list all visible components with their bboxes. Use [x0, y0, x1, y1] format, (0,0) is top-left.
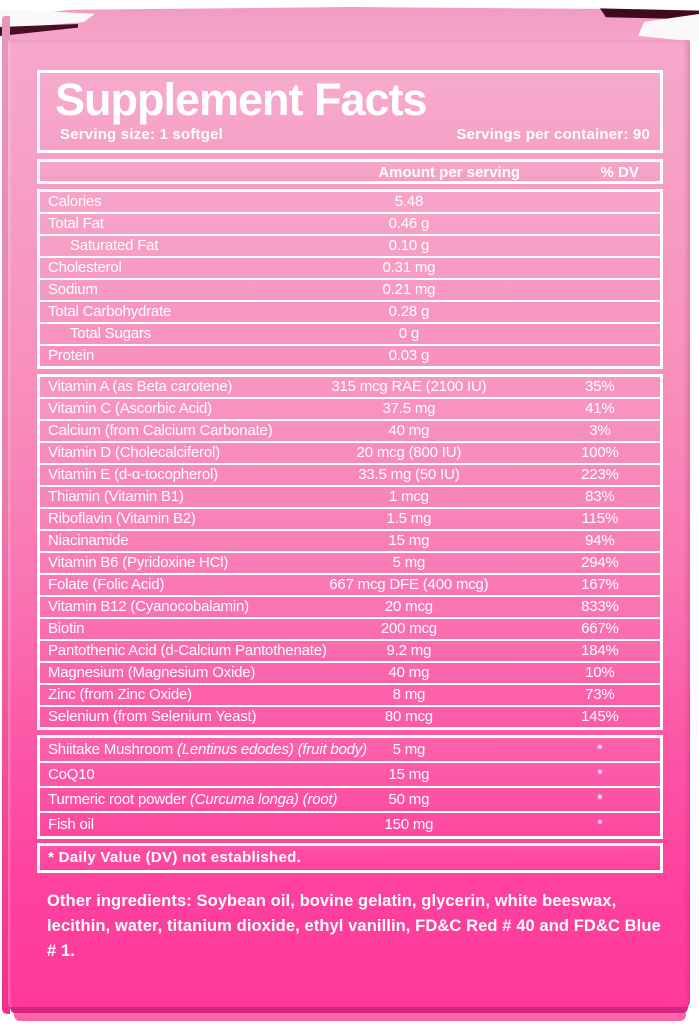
- table-row: [40, 212, 660, 234]
- nutrient-name: Turmeric root powder (Curcuma longa) (root): [48, 791, 338, 808]
- amount-value: 50 mg: [388, 791, 430, 808]
- nutrient-name: Shiitake Mushroom (Lentinus edodes) (fruit body): [48, 741, 367, 758]
- supplement-facts-label: [37, 70, 663, 963]
- amount-value: 80 mcg: [384, 708, 433, 725]
- label-header: [37, 70, 663, 153]
- amount-value: 0.31 mg: [382, 259, 436, 276]
- dv-value: 41%: [585, 400, 615, 417]
- nutrient-name: Thiamin (Vitamin B1): [48, 488, 184, 505]
- amount-value: 0.21 mg: [382, 281, 436, 298]
- dv-value: 10%: [585, 664, 615, 681]
- amount-value: 15 mg: [388, 766, 430, 783]
- amount-value: 0 g: [398, 325, 420, 342]
- nutrient-name: Calories: [48, 193, 102, 210]
- nutrient-name: Vitamin B6 (Pyridoxine HCl): [48, 554, 229, 571]
- amount-value: 0.46 g: [388, 215, 430, 232]
- dv-value: 100%: [581, 444, 619, 461]
- table-row: [40, 278, 660, 300]
- table-row: [40, 463, 660, 485]
- nutrient-name: Folate (Folic Acid): [48, 576, 165, 593]
- nutrient-name: Zinc (from Zinc Oxide): [48, 686, 192, 703]
- nutrient-name: Total Carbohydrate: [48, 303, 172, 320]
- nutrient-name: Total Sugars: [70, 325, 151, 342]
- table-row: [40, 573, 660, 595]
- serving-info-row: [55, 125, 660, 143]
- column-header-dv: % DV: [600, 164, 639, 181]
- table-row: [40, 761, 660, 786]
- amount-value: 1.5 mg: [386, 510, 432, 527]
- amount-value: 9.2 mg: [386, 642, 432, 659]
- amount-value: 315 mcg RAE (2100 IU): [331, 378, 487, 395]
- dv-value: *: [597, 791, 603, 808]
- amount-value: 5 mg: [392, 741, 426, 758]
- box-back-panel: [8, 40, 690, 1010]
- table-row: [40, 811, 660, 836]
- nutrient-name: Vitamin D (Cholecalciferol): [48, 444, 220, 461]
- dv-value: 294%: [581, 554, 619, 571]
- dv-value: 223%: [581, 466, 619, 483]
- amount-value: 20 mcg (800 IU): [356, 444, 462, 461]
- amount-value: 40 mg: [388, 664, 430, 681]
- table-row: [40, 485, 660, 507]
- nutrient-name: Total Fat: [48, 215, 104, 232]
- nutrient-name: Protein: [48, 347, 95, 364]
- dv-value: 833%: [581, 598, 619, 615]
- amount-value: 8 mg: [392, 686, 426, 703]
- table-row: [40, 234, 660, 256]
- dv-value: 145%: [581, 708, 619, 725]
- amount-value: 20 mcg: [384, 598, 433, 615]
- table-row: [40, 705, 660, 727]
- table-row: [40, 683, 660, 705]
- nutrient-name: Fish oil: [48, 816, 94, 833]
- box-bottom-fold: [14, 1013, 686, 1021]
- dv-value: 94%: [585, 532, 615, 549]
- nutrient-name: Pantothenic Acid (d-Calcium Pantothenate): [48, 642, 327, 659]
- table-row: [40, 300, 660, 322]
- dv-value: 73%: [585, 686, 615, 703]
- nutrient-name: Cholesterol: [48, 259, 122, 276]
- dv-value: *: [597, 741, 603, 758]
- table-row: [40, 192, 660, 212]
- amount-value: 5.48: [394, 193, 424, 210]
- nutrient-name: Magnesium (Magnesium Oxide): [48, 664, 256, 681]
- table-row: [40, 344, 660, 366]
- nutrient-name: Vitamin A (as Beta carotene): [48, 378, 233, 395]
- table-row: [40, 256, 660, 278]
- servings-per-container: Servings per container: 90: [456, 126, 650, 143]
- table-row: [40, 529, 660, 551]
- table-row: [40, 738, 660, 761]
- nutrient-name: Vitamin E (d-α-tocopherol): [48, 466, 218, 483]
- table-row: [40, 661, 660, 683]
- table-row: [40, 397, 660, 419]
- table-row: [40, 322, 660, 344]
- dv-value: 35%: [585, 378, 615, 395]
- amount-value: 33.5 mg (50 IU): [358, 466, 460, 483]
- nutrient-name: Sodium: [48, 281, 98, 298]
- page-title: Supplement Facts: [55, 74, 427, 125]
- amount-value: 15 mg: [388, 532, 430, 549]
- amount-value: 0.10 g: [388, 237, 430, 254]
- amount-value: 5 mg: [392, 554, 426, 571]
- nutrient-name: CoQ10: [48, 766, 95, 783]
- macronutrients-table: [37, 189, 663, 369]
- amount-value: 200 mcg: [380, 620, 437, 637]
- dv-value: 115%: [581, 510, 619, 527]
- dv-value: 167%: [581, 576, 619, 593]
- amount-value: 150 mg: [384, 816, 434, 833]
- table-row: [40, 639, 660, 661]
- table-row: [40, 507, 660, 529]
- amount-value: 37.5 mg: [382, 400, 436, 417]
- nutrient-name: Riboflavin (Vitamin B2): [48, 510, 196, 527]
- table-row: [40, 377, 660, 397]
- dv-value: 184%: [581, 642, 619, 659]
- vitamins-minerals-table: [37, 374, 663, 730]
- dv-value: 3%: [589, 422, 611, 439]
- amount-value: 1 mcg: [388, 488, 429, 505]
- table-row: [40, 617, 660, 639]
- nutrient-name: Calcium (from Calcium Carbonate): [48, 422, 273, 439]
- amount-value: 0.03 g: [388, 347, 430, 364]
- table-row: [40, 595, 660, 617]
- dv-value: *: [597, 816, 603, 833]
- dv-value: 667%: [581, 620, 619, 637]
- other-ingredients: Other ingredients: Soybean oil, bovine gelatin, glycerin, white beeswax, lecithin, water, titanium dioxide, ethyl vanillin, FD&C Red # 40 and FD&C Blue # 1.: [47, 892, 661, 960]
- nutrient-name: Vitamin B12 (Cyanocobalamin): [48, 598, 249, 615]
- box-top-edge: [8, 7, 690, 42]
- nutrient-name: Niacinamide: [48, 532, 129, 549]
- nutrient-name: Selenium (from Selenium Yeast): [48, 708, 257, 725]
- dv-value: 83%: [585, 488, 615, 505]
- dv-value: *: [597, 766, 603, 783]
- botanicals-table: [37, 735, 663, 839]
- table-row: [40, 786, 660, 811]
- nutrient-name: Biotin: [48, 620, 85, 637]
- amount-value: 40 mg: [388, 422, 430, 439]
- footnote: * Daily Value (DV) not established.: [37, 843, 663, 873]
- amount-value: 0.28 g: [388, 303, 430, 320]
- table-row: [40, 419, 660, 441]
- serving-size: Serving size: 1 softgel: [60, 126, 223, 143]
- column-header-row: [37, 159, 663, 184]
- column-header-amount: Amount per serving: [378, 164, 521, 181]
- table-row: [40, 551, 660, 573]
- nutrient-name: Vitamin C (Ascorbic Acid): [48, 400, 212, 417]
- table-row: [40, 441, 660, 463]
- amount-value: 667 mcg DFE (400 mcg): [329, 576, 489, 593]
- nutrient-name: Saturated Fat: [70, 237, 159, 254]
